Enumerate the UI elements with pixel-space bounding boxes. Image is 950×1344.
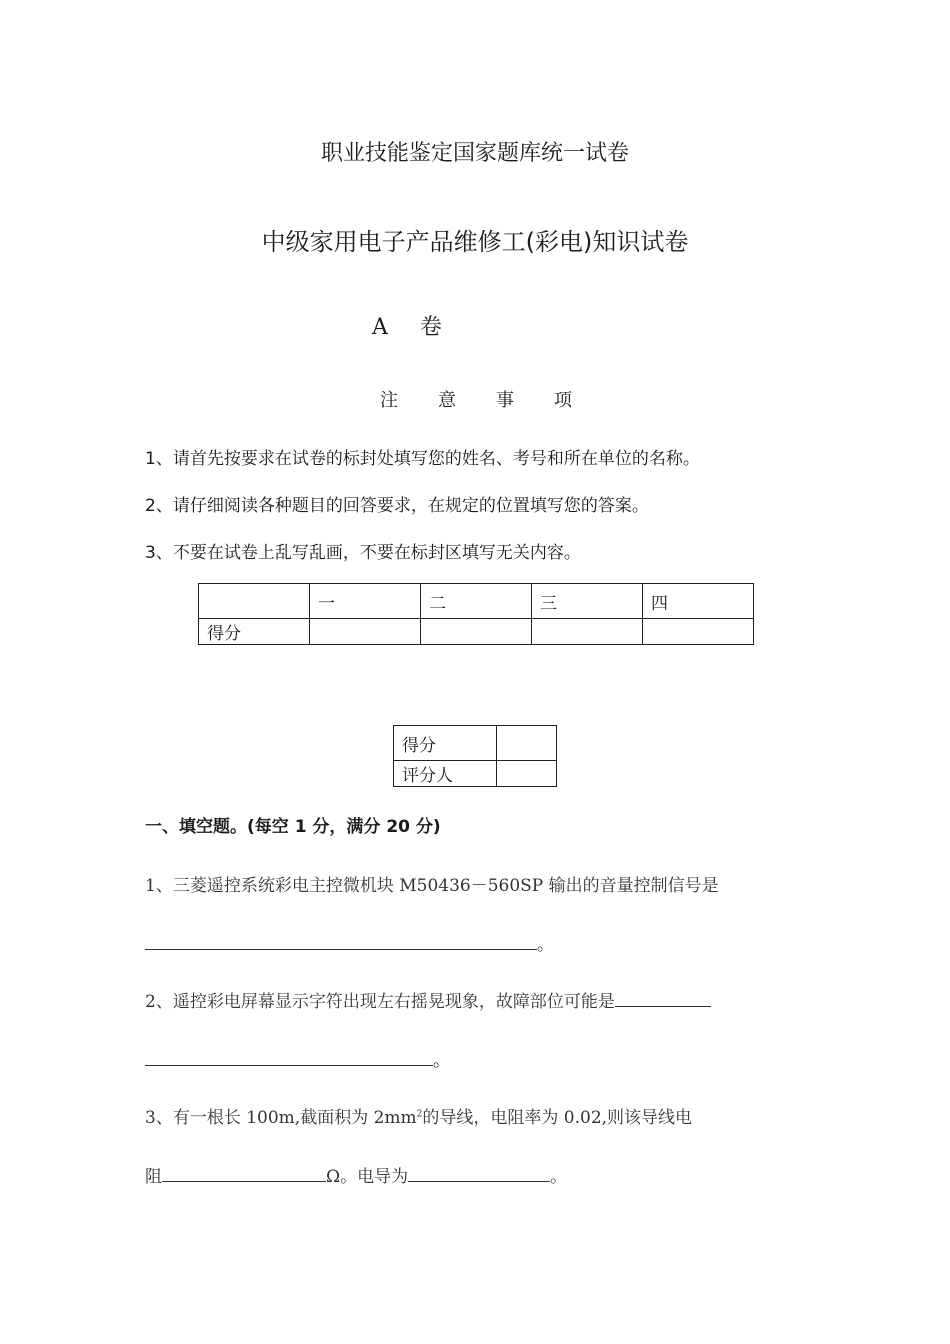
question-1: 1、三菱遥控系统彩电主控微机块 M50436－560SP 输出的音量控制信号是 <box>145 876 719 896</box>
superscript: 2 <box>416 1109 423 1120</box>
volume-label <box>372 310 474 341</box>
answer-blank[interactable] <box>408 1165 550 1182</box>
answer-blank[interactable] <box>145 1049 433 1066</box>
score-value-cell[interactable] <box>497 726 557 761</box>
score-summary-table <box>198 583 754 645</box>
question-3-conductance-label: Ω。电导为 <box>326 1167 409 1187</box>
table-header-cell: 四 <box>643 584 754 619</box>
notice-rule: 2、请仔细阅读各种题目的回答要求，在规定的位置填写您的答案。 <box>145 496 649 516</box>
table-header-cell <box>199 584 310 619</box>
score-cell[interactable] <box>421 619 532 645</box>
section-grader-table <box>393 725 557 787</box>
notice-char: 事 <box>496 390 514 411</box>
score-cell[interactable] <box>643 619 754 645</box>
grader-value-cell[interactable] <box>497 761 557 787</box>
score-cell[interactable] <box>532 619 643 645</box>
notice-char: 意 <box>438 390 456 411</box>
score-row-label: 得分 <box>199 619 310 645</box>
notice-char: 项 <box>554 390 572 411</box>
grader-label: 评分人 <box>394 761 497 787</box>
notice-heading <box>380 386 612 412</box>
volume-letter: A <box>372 315 388 340</box>
question-2-text: 2、遥控彩电屏幕显示字符出现左右摇晃现象，故障部位可能是 <box>145 992 615 1012</box>
period: 。 <box>433 1051 450 1071</box>
score-label: 得分 <box>394 726 497 761</box>
answer-blank[interactable] <box>145 933 537 950</box>
question-3-text-b: 的导线，电阻率为 0.02,则该导线电 <box>422 1108 693 1128</box>
table-header-cell: 二 <box>421 584 532 619</box>
question-2 <box>145 987 711 1012</box>
notice-rule: 1、请首先按要求在试卷的标封处填写您的姓名、考号和所在单位的名称。 <box>145 449 700 469</box>
period: 。 <box>537 935 554 955</box>
exam-series-title: 职业技能鉴定国家题库统一试卷 <box>320 141 629 166</box>
exam-paper-title: 中级家用电子产品维修工(彩电)知识试卷 <box>261 228 689 256</box>
notice-rule: 3、不要在试卷上乱写乱画，不要在标封区填写无关内容。 <box>145 543 581 563</box>
section-heading: 一、填空题。(每空 1 分，满分 20 分) <box>145 817 441 837</box>
question-3-text-a: 3、有一根长 100m,截面积为 2mm <box>145 1108 417 1128</box>
period: 。 <box>550 1167 568 1187</box>
table-header-cell: 一 <box>310 584 421 619</box>
question-3-resistance-label: 阻 <box>145 1167 162 1187</box>
table-header-cell: 三 <box>532 584 643 619</box>
volume-word: 卷 <box>419 315 442 340</box>
question-1-answer-line <box>145 930 554 955</box>
question-3 <box>145 1103 692 1128</box>
question-3-line-2 <box>145 1162 567 1187</box>
notice-char: 注 <box>380 390 398 411</box>
question-2-answer-line <box>145 1046 450 1071</box>
score-cell[interactable] <box>310 619 421 645</box>
answer-blank[interactable] <box>615 990 711 1007</box>
answer-blank[interactable] <box>162 1165 326 1182</box>
